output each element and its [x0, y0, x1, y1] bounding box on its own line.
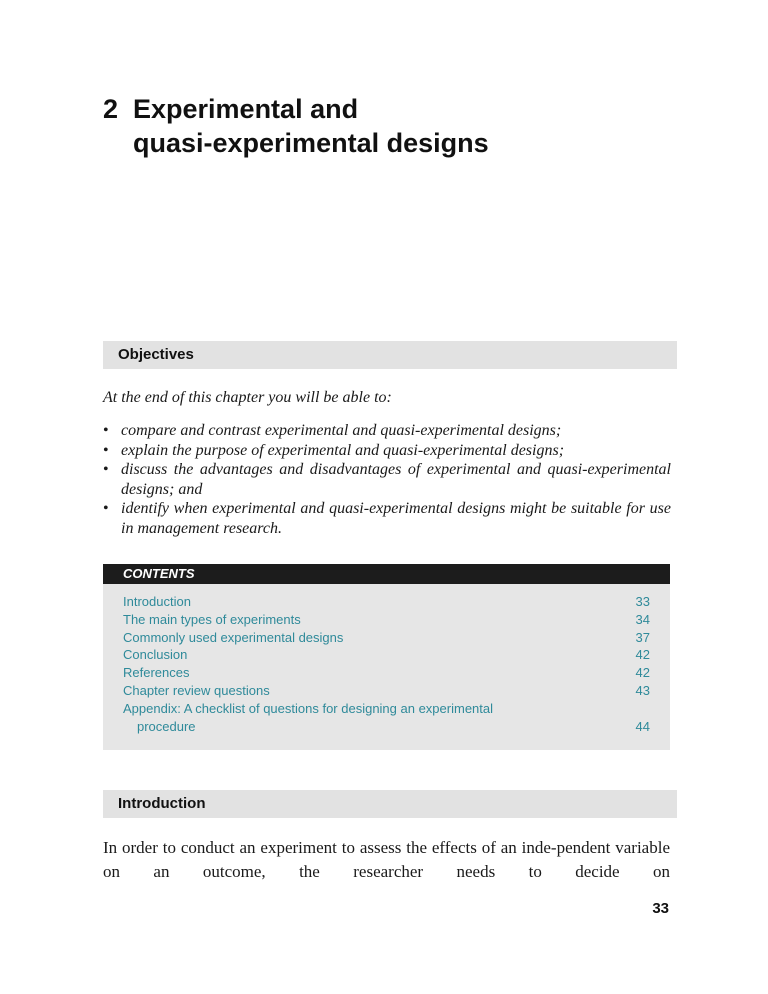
toc-entry[interactable] — [123, 664, 650, 682]
toc-entry-title: Appendix: A checklist of questions for designing an experimental — [123, 700, 494, 716]
page-number: 33 — [652, 900, 669, 917]
toc-entry-page: 33 — [635, 594, 650, 609]
contents-box — [103, 564, 670, 750]
objective-item: • compare and contrast experimental and quasi-experimental designs; — [103, 421, 671, 441]
contents-list — [123, 593, 650, 735]
chapter-number: 2 — [103, 94, 119, 124]
objective-item: • explain the purpose of experimental and quasi-experimental designs; — [103, 441, 671, 461]
toc-entry-title: The main types of experiments — [123, 611, 301, 627]
toc-entry-title-continued: procedure — [137, 718, 196, 734]
chapter-title-line1: Experimental and — [133, 94, 359, 124]
introduction-paragraph: In order to conduct an experiment to assess the effects of an inde-pendent variable on an outcome, the researcher needs to decide on — [103, 838, 670, 881]
chapter-title — [103, 92, 489, 160]
objectives-lead: At the end of this chapter you will be able to: — [103, 389, 392, 406]
toc-entry-page: 42 — [635, 647, 650, 663]
chapter-title-line2: quasi-experimental designs — [133, 128, 489, 158]
toc-entry-page: 37 — [635, 629, 650, 645]
toc-entry[interactable] — [123, 646, 650, 664]
toc-entry[interactable] — [123, 611, 650, 629]
toc-entry-title: Commonly used experimental designs — [123, 629, 344, 645]
objectives-heading: Objectives — [103, 341, 677, 369]
toc-entry-title: Chapter review questions — [123, 682, 270, 698]
toc-entry-page: 42 — [635, 665, 650, 681]
introduction-heading: Introduction — [103, 790, 677, 818]
objectives-list — [103, 421, 671, 538]
toc-entry[interactable] — [123, 629, 650, 647]
toc-entry-title: Introduction — [123, 594, 191, 609]
toc-entry[interactable] — [123, 593, 650, 611]
objective-item: • identify when experimental and quasi-experimental designs might be suitable for use in management research. — [103, 499, 671, 538]
toc-entry-title: Conclusion — [123, 647, 188, 663]
toc-entry[interactable] — [123, 700, 650, 736]
toc-entry-page: 44 — [635, 718, 650, 734]
toc-entry-page: 43 — [635, 682, 650, 698]
toc-entry-page: 34 — [635, 611, 650, 627]
toc-entry[interactable] — [123, 682, 650, 700]
contents-heading: CONTENTS — [103, 564, 670, 584]
toc-entry-title: References — [123, 665, 190, 681]
objective-item: • discuss the advantages and disadvantages of experimental and quasi-experimental designs; and — [103, 460, 671, 499]
